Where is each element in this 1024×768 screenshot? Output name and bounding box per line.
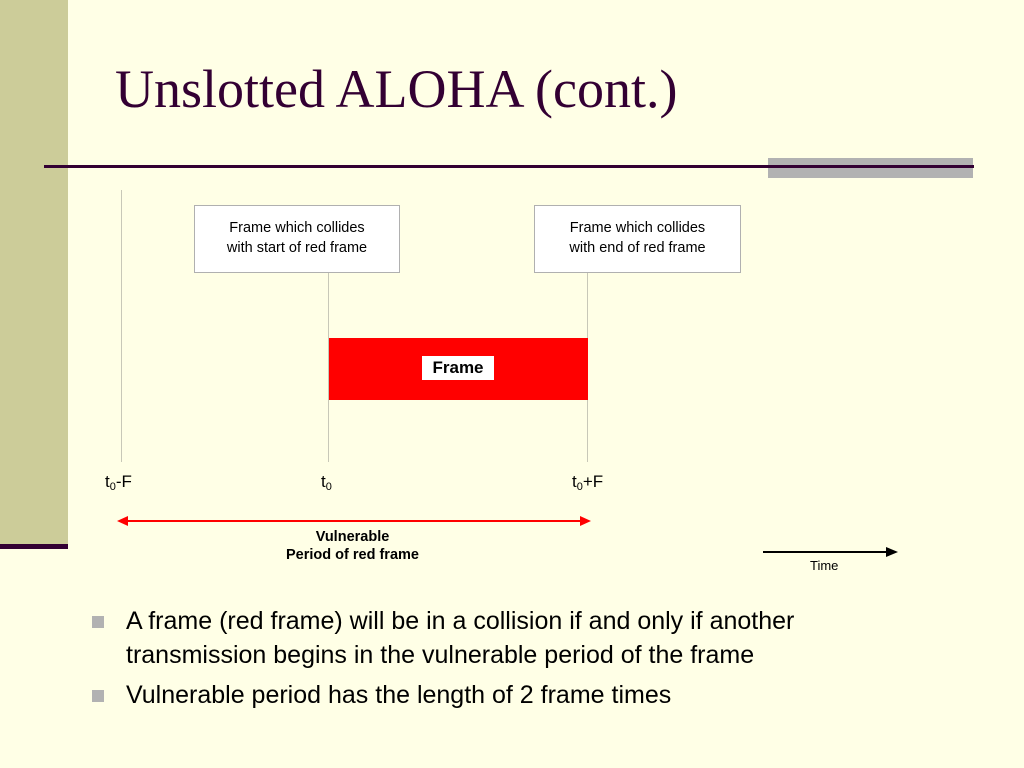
vulnerable-label-line2: Period of red frame	[286, 547, 419, 563]
tick-sub: 0	[109, 481, 116, 493]
frame-label: Frame	[422, 356, 494, 380]
tick-base: t	[321, 472, 326, 491]
bullet-text: Vulnerable period has the length of 2 frame times	[126, 681, 672, 709]
tick-sub: 0	[325, 481, 332, 493]
vulnerable-period-label	[240, 528, 465, 564]
tick-t0-minus-f	[105, 472, 132, 493]
bullet-item	[92, 678, 922, 712]
callout-collides-start-line2: with start of red frame	[226, 240, 368, 256]
page-title: Unslotted ALOHA (cont.)	[115, 59, 678, 119]
callout-collides-end-line1: Frame which collides	[569, 220, 706, 236]
bullet-square-icon	[92, 616, 104, 628]
vulnerable-period-arrow	[117, 516, 591, 526]
bullet-list	[92, 604, 922, 718]
bullet-text: A frame (red frame) will be in a collision if and only if another transmission begins in the vulnerable period of the frame	[126, 607, 795, 669]
tick-base: t	[105, 472, 110, 491]
tick-sub: 0	[576, 481, 583, 493]
tick-suffix: -F	[115, 472, 132, 491]
time-label: Time	[810, 558, 839, 573]
tick-suffix: +F	[582, 472, 604, 491]
bullet-square-icon	[92, 690, 104, 702]
callout-collides-start-line1: Frame which collides	[229, 220, 365, 236]
time-arrow	[763, 547, 898, 557]
callout-collides-start	[194, 205, 400, 273]
side-bar-rule	[0, 544, 68, 549]
tick-base: t	[572, 472, 577, 491]
guide-line-t0-minus-f	[121, 190, 122, 462]
callout-collides-end	[534, 205, 741, 273]
tick-t0	[321, 472, 332, 493]
callout-collides-end-line2: with end of red frame	[569, 240, 706, 256]
tick-t0-plus-f	[572, 472, 603, 493]
side-bar	[0, 0, 68, 548]
bullet-item	[92, 604, 922, 672]
vulnerable-label-line1: Vulnerable	[315, 529, 390, 545]
title-accent-box	[768, 158, 973, 178]
